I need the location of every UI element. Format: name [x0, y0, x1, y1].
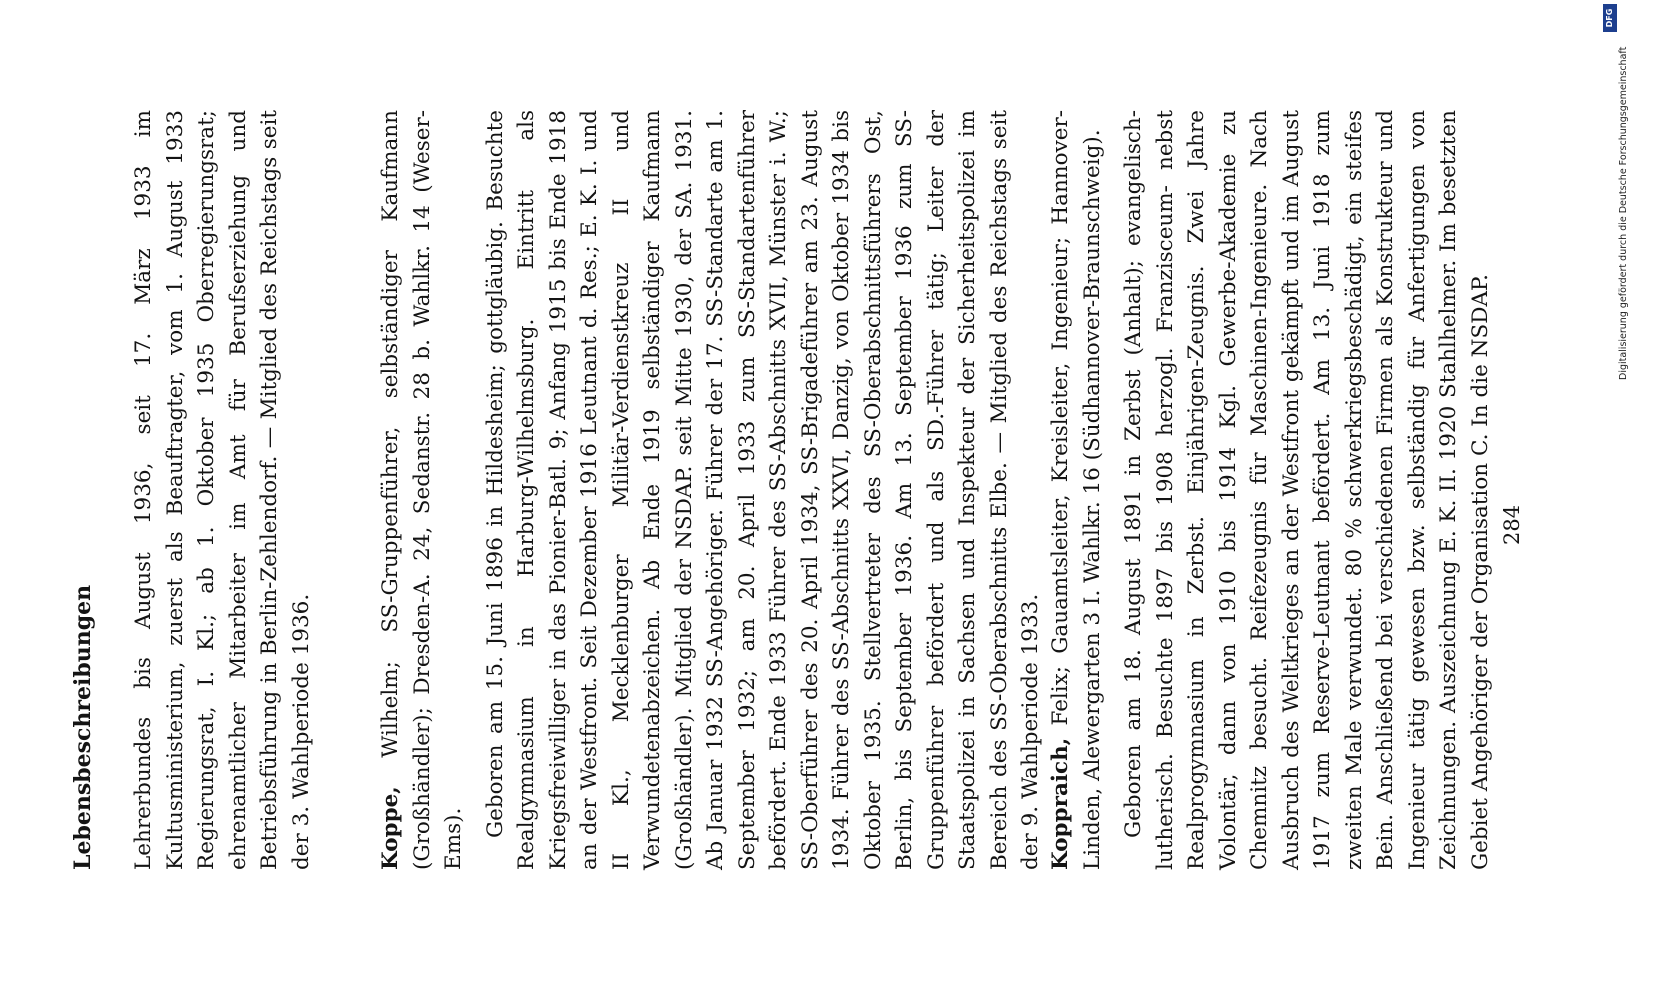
- page-number: 284: [1500, 504, 1524, 545]
- entry-biography-text: Geboren am 15. Juni 1896 in Hildesheim; gottgläubig. Besuchte Realgymnasium in Harburg-Wilhelmsburg. Eintritt als Kriegsfreiwilliger in das Pionier-Batl. 9; Anfang 1915 bis Ende 1918 an der Westfront. Seit Dezember 1916 Leutnant d. Res.; E. K. I. und II Kl., Mecklenburger Militär-Verdienstkreuz II und Verwundetenabzeichen. Ab Ende 1919 selbständiger Kaufmann (Großhändler). Mitglied der NSDAP. seit Mitte 1930, der SA. 1931. Ab Januar 1932 SS-Angehöriger. Führer der 17. SS-Standarte am 1. September 1932; am 20. April 1933 zum SS-Standartenführer befördert. Ende 1933 Führer des SS-Abschnitts XVII, Münster i. W.; SS-Oberführer des 20. April 1934, SS-Brigadeführer am 23. August 1934. Führer des SS-Abschnitts XXVI, Danzig, von Oktober 1934 bis Oktober 1935. Stellvertreter des SS-Oberabschnittsführers Ost, Berlin, bis September 1936. Am 13. September 1936 zum SS-Gruppenführer befördert und als SD.-Führer tätig; Leiter der Staatspolizei in Sachsen und Inspekteur der Sicherheitspolizei im Bereich des SS-Oberabschnitts Elbe. — Mitglied des Reichstags seit der 9. Wahlperiode 1933.: [482, 110, 1043, 870]
- dfg-logo: DFG: [1603, 4, 1617, 32]
- continuation-paragraph: [128, 110, 317, 870]
- digitization-notice: Digitalisierung gefördert durch die Deutsche Forschungsgemeinschaft: [1618, 46, 1629, 380]
- entry-heading: [375, 110, 470, 870]
- entry-heading-details: Felix; Gauamtsleiter, Kreisleiter, Ingenieur; Hannover-Linden, Alewergarten 3 I. Wahlkr. 16 (Südhannover-Braunschweig).: [1048, 110, 1105, 870]
- page-header: Lebensbeschreibungen: [70, 584, 96, 870]
- entry-heading-details: Wilhelm; SS-Gruppenführer, selbständiger Kaufmann (Großhändler); Dresden-A. 24, Sedanstr. 28 b. Wahlkr. 14 (Weser-Ems).: [378, 110, 466, 870]
- entry-biography-text: Geboren am 18. August 1891 in Zerbst (Anhalt); evangelisch-lutherisch. Besuchte 1897 bis 1908 herzogl. Franziscеum- nebst Realprogymnasium in Zerbst. Einjährigen-Zeugnis. Zwei Jahre Volontär, dann von 1910 bis 1914 Kgl. Gewerbe-Akademie zu Chemnitz besucht. Reifezeugnis für Maschinen-Ingenieure. Nach Ausbruch des Weltkrieges an der Westfront gekämpft und im August 1917 zum Reserve-Leutnant befördert. Am 13. Juni 1918 zum zweiten Male verwundet. 80 % schwerkriegsbeschädigt, ein steifes Bein. Anschließend bei verschiedenen Firmen als Konstrukteur und Ingenieur tätig gewesen bzw. selbständig für Anfertigungen von Zeichnungen. Auszeichnung E. K. II. 1920 Stahlhelmer. Im besetzten Gebiet Angehöriger der Organisation C. In die NSDAP.: [1121, 110, 1493, 870]
- biography-entry-koppraich: [1045, 110, 1496, 870]
- biography-entry-koppe: [375, 110, 1047, 870]
- entry-name: Koppe,: [378, 786, 403, 870]
- entry-name: Koppraich,: [1048, 737, 1073, 870]
- continuation-text: Lehrerbundes bis August 1936, seit 17. März 1933 im Kultusministerium, zuerst als Beauftragter, vom 1. August 1933 Regierungsrat, I. Kl.; ab 1. Oktober 1935 Oberregierungsrat; ehrenamtlicher Mitarbeiter im Amt für Berufserziehung und Betriebsführung in Berlin-Zehlendorf. — Mitglied des Reichstags seit der 3. Wahlperiode 1936.: [131, 110, 314, 870]
- entry-heading: [1045, 110, 1108, 870]
